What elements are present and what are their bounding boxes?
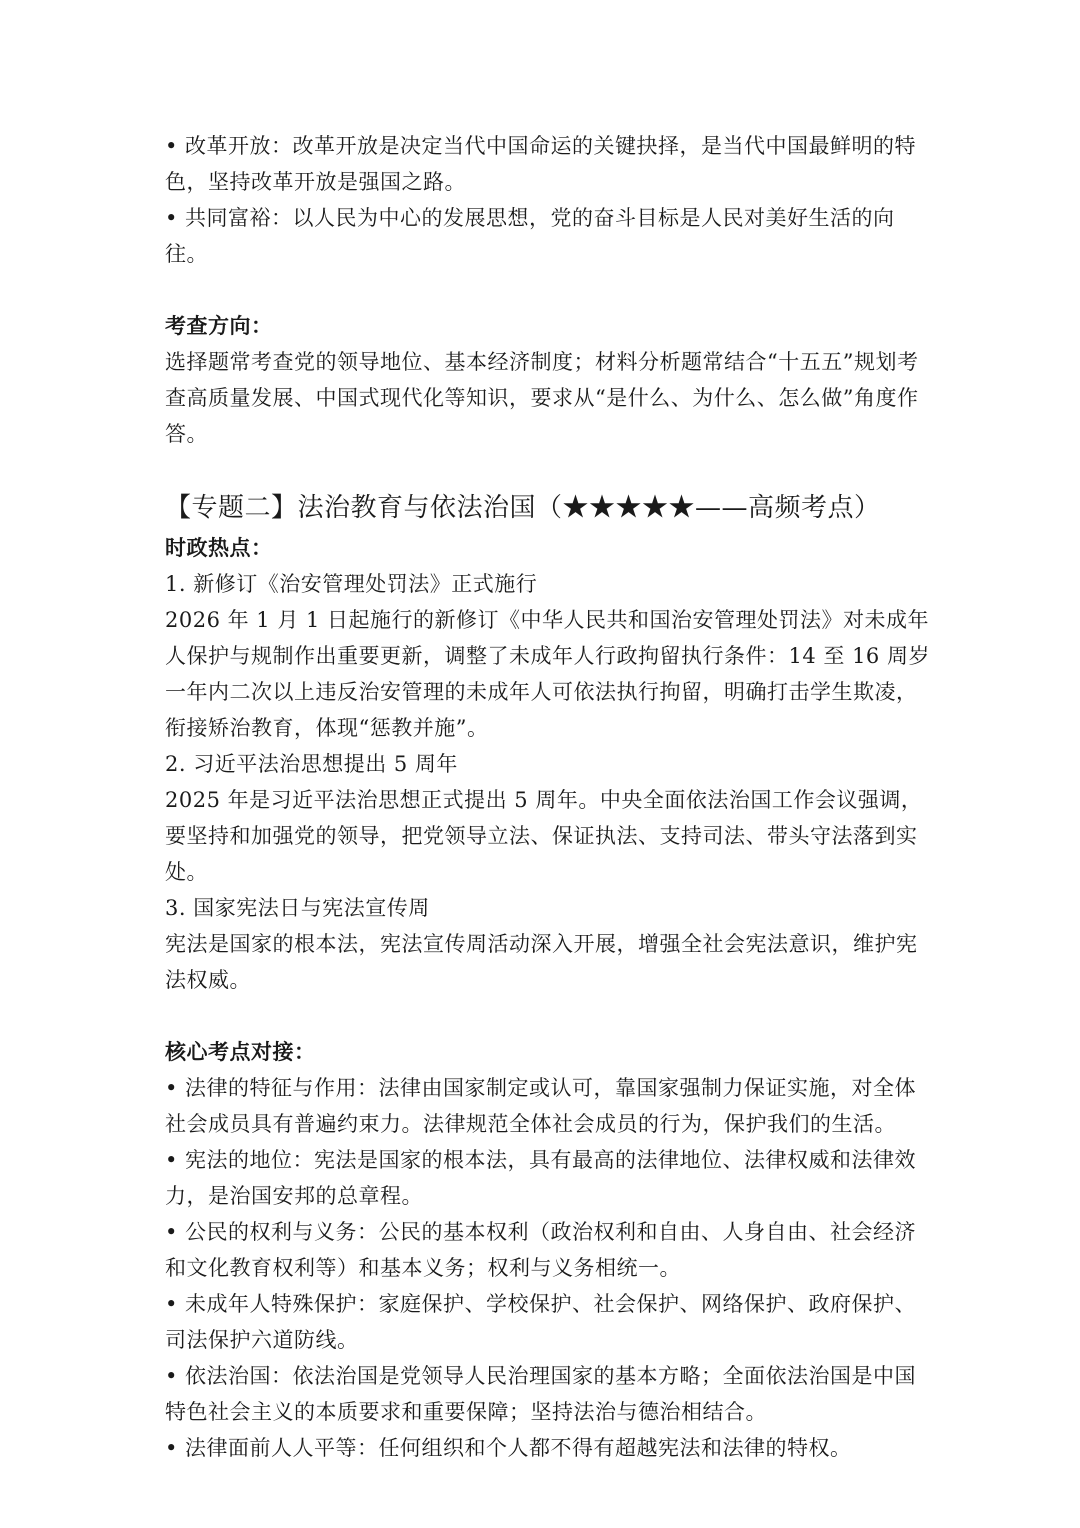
exam-direction-label: 考查方向： — [165, 313, 273, 338]
section-two-title: 【专题二】法治教育与依法治国（★★★★★——高频考点） — [165, 493, 881, 523]
hot-item-body: 宪法是国家的根本法，宪法宣传周活动深入开展，增强全社会宪法意识，维护宪法权威。 — [165, 932, 918, 992]
hot-item-title: 1. 新修订《治安管理处罚法》正式施行 — [165, 572, 538, 596]
hot-item-body: 2026 年 1 月 1 日起施行的新修订《中华人民共和国治安管理处罚法》对未成年人保护与规制作出重要更新，调整了未成年人行政拘留执行条件：14 至 16 周岁一年内二次以上违反治安管理的未成年人可依法执行拘留，明确打击学生欺凌，衔接矫治教育，体现“惩教并施”。 — [165, 608, 930, 740]
core-bullet: • 法律的特征与作用：法律由国家制定或认可，靠国家强制力保证实施，对全体社会成员具有普遍约束力。法律规范全体社会成员的行为，保护我们的生活。 — [165, 1076, 917, 1136]
core-points-label: 核心考点对接： — [165, 1039, 316, 1064]
bullet-reform: • 改革开放：改革开放是决定当代中国命运的关键抉择，是当代中国最鲜明的特色，坚持改革开放是强国之路。 — [165, 134, 917, 194]
hot-item-body: 2025 年是习近平法治思想正式提出 5 周年。中央全面依法治国工作会议强调，要坚持和加强党的领导，把党领导立法、保证执法、支持司法、带头守法落到实处。 — [165, 788, 923, 884]
core-bullet: • 依法治国：依法治国是党领导人民治理国家的基本方略；全面依法治国是中国特色社会主义的本质要求和重要保障；坚持法治与德治相结合。 — [165, 1364, 917, 1424]
bullet-common-prosperity: • 共同富裕：以人民为中心的发展思想，党的奋斗目标是人民对美好生活的向往。 — [165, 206, 895, 266]
core-bullet: • 宪法的地位：宪法是国家的根本法，具有最高的法律地位、法律权威和法律效力，是治国安邦的总章程。 — [165, 1148, 917, 1208]
core-bullet: • 公民的权利与义务：公民的基本权利（政治权利和自由、人身自由、社会经济和文化教育权利等）和基本义务；权利与义务相统一。 — [165, 1220, 917, 1280]
hot-topics-label: 时政热点： — [165, 535, 273, 560]
hot-item-title: 3. 国家宪法日与宪法宣传周 — [165, 896, 430, 920]
core-bullet: • 法律面前人人平等：任何组织和个人都不得有超越宪法和法律的特权。 — [165, 1436, 852, 1460]
hot-item-title: 2. 习近平法治思想提出 5 周年 — [165, 752, 458, 776]
core-bullet: • 未成年人特殊保护：家庭保护、学校保护、社会保护、网络保护、政府保护、司法保护六道防线。 — [165, 1292, 917, 1352]
exam-direction-text: 选择题常考查党的领导地位、基本经济制度；材料分析题常结合“十五五”规划考查高质量发展、中国式现代化等知识，要求从“是什么、为什么、怎么做”角度作答。 — [165, 350, 919, 446]
